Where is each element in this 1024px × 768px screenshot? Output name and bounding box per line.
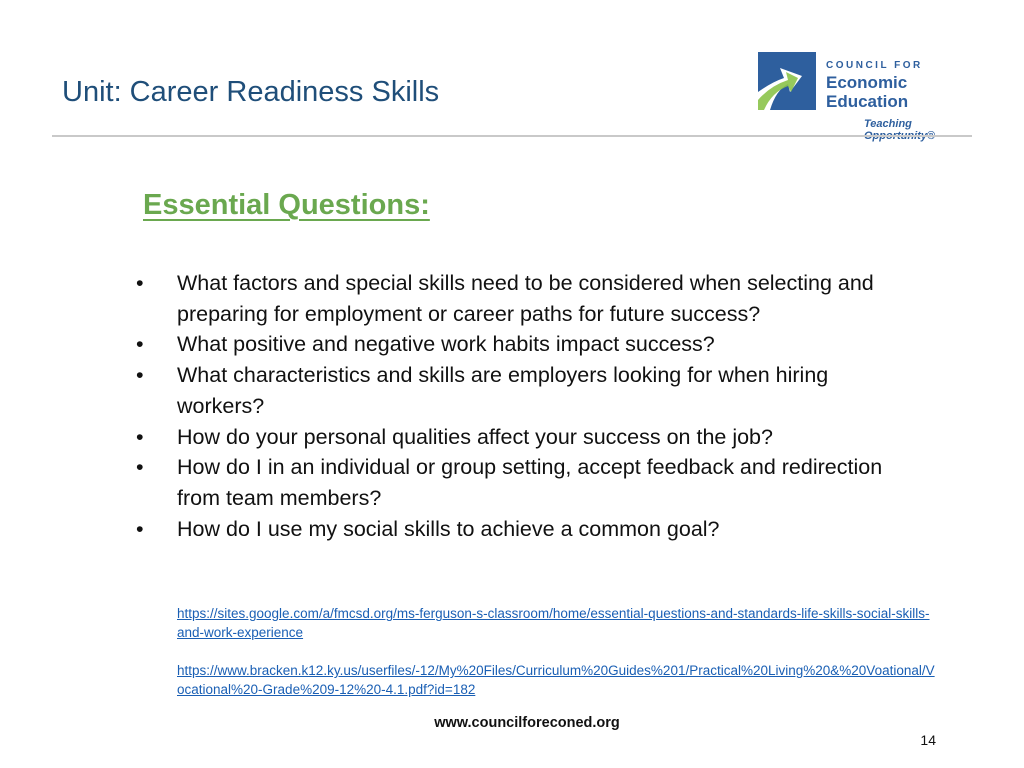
arrow-logo-icon: [758, 52, 816, 110]
question-text: What characteristics and skills are employers looking for when hiring workers?: [177, 363, 829, 418]
list-item: [136, 514, 916, 545]
question-text: How do your personal qualities affect your success on the job?: [177, 424, 773, 449]
bullet-icon: •: [136, 455, 144, 480]
questions-list: [136, 268, 916, 544]
essential-questions-heading: Essential Questions:: [143, 189, 430, 221]
bullet-icon: •: [136, 516, 144, 541]
question-text: How do I in an individual or group setting, accept feedback and redirection from team members?: [177, 455, 883, 510]
question-text: What positive and negative work habits impact success?: [177, 332, 715, 357]
question-text: How do I use my social skills to achieve a common goal?: [177, 516, 720, 541]
bullet-icon: •: [136, 332, 144, 357]
bullet-icon: •: [136, 363, 144, 388]
reference-link-fmcsd[interactable]: https://sites.google.com/a/fmcsd.org/ms-ferguson-s-classroom/home/essential-questions-and-standards-life-skills-social-skills-and-work-experience: [177, 606, 930, 640]
slide-title: Unit: Career Readiness Skills: [62, 76, 440, 108]
reference-link-bracken[interactable]: https://www.bracken.k12.ky.us/userfiles/-12/My%20Files/Curriculum%20Guides%201/Practical%20Living%20&%20Voational/Vocational%20-Grade%209-12%20-4.1.pdf?id=182: [177, 663, 935, 697]
page-number: 14: [920, 732, 936, 748]
question-text: What factors and special skills need to be considered when selecting and preparing for employment or career paths for future success?: [177, 271, 874, 326]
logo-council-for: COUNCIL FOR: [826, 60, 923, 71]
logo-tagline: Teaching: [864, 118, 912, 130]
logo-economic: Economic: [826, 73, 908, 92]
reference-links: [177, 604, 937, 699]
link-spacer: [177, 642, 937, 661]
council-logo: [758, 52, 978, 137]
list-item: [136, 360, 916, 421]
title-divider: [52, 135, 972, 137]
logo-education: Education: [826, 92, 909, 111]
list-item: [136, 422, 916, 453]
list-item: [136, 329, 916, 360]
bullet-icon: •: [136, 424, 144, 449]
list-item: [136, 452, 916, 513]
footer-url: www.councilforeconed.org: [434, 715, 620, 731]
list-item: [136, 268, 916, 329]
bullet-icon: •: [136, 271, 144, 295]
